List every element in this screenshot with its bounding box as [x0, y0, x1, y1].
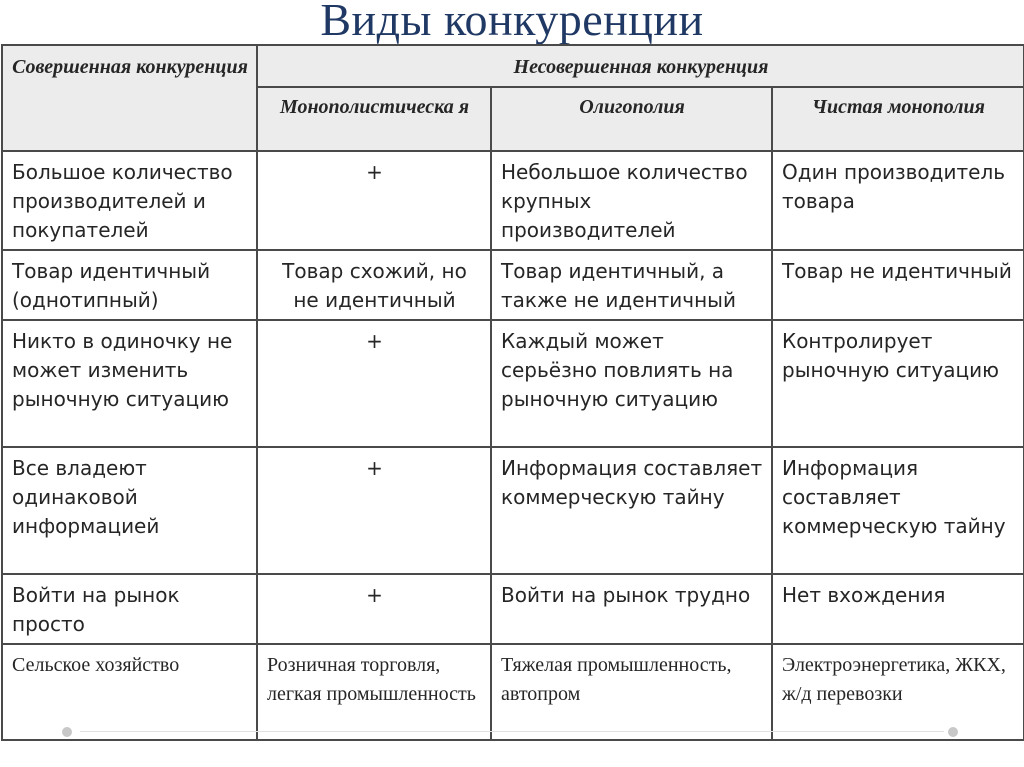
table-row — [2, 574, 1024, 644]
cell-monopolistic: + — [257, 447, 491, 574]
cell-monopolistic: + — [257, 574, 491, 644]
example-oligopoly: Тяжелая промышленность, автопром — [491, 644, 772, 740]
example-pure-monopoly: Электроэнергетика, ЖКХ, ж/д перевозки — [772, 644, 1024, 740]
example-monopolistic: Розничная торговля, легкая промышленность — [257, 644, 491, 740]
cell-oligopoly: Информация составляет коммерческую тайну — [491, 447, 772, 574]
cell-pure-monopoly: Нет вхождения — [772, 574, 1024, 644]
header-oligopoly: Олигополия — [491, 87, 772, 151]
cell-pure-monopoly: Товар не идентичный — [772, 250, 1024, 320]
table-row — [2, 320, 1024, 447]
cell-perfect: Все владеют одинаковой информацией — [2, 447, 257, 574]
table-row — [2, 250, 1024, 320]
cell-monopolistic: + — [257, 151, 491, 250]
left-dot-icon — [62, 727, 72, 737]
cell-oligopoly: Товар идентичный, а также не идентичный — [491, 250, 772, 320]
page-title: Виды конкуренции — [320, 0, 704, 45]
cell-perfect: Войти на рынок просто — [2, 574, 257, 644]
cell-perfect: Большое количество производителей и покупателей — [2, 151, 257, 250]
header-row-top — [2, 45, 1024, 87]
example-perfect: Сельское хозяйство — [2, 644, 257, 740]
cell-monopolistic: Товар схожий, но не идентичный — [257, 250, 491, 320]
cell-oligopoly: Каждый может серьёзно повлиять на рыночную ситуацию — [491, 320, 772, 447]
cell-perfect: Товар идентичный (однотипный) — [2, 250, 257, 320]
table-row — [2, 151, 1024, 250]
bottom-rule — [80, 731, 944, 732]
table-row — [2, 447, 1024, 574]
cell-pure-monopoly: Информация составляет коммерческую тайну — [772, 447, 1024, 574]
header-pure-monopoly: Чистая монополия — [772, 87, 1024, 151]
right-dot-icon — [948, 727, 958, 737]
header-monopolistic: Монополистическа я — [257, 87, 491, 151]
header-perfect-competition: Совершенная конкуренция — [2, 45, 257, 151]
examples-row — [2, 644, 1024, 740]
competition-table — [1, 44, 1024, 741]
cell-monopolistic: + — [257, 320, 491, 447]
header-imperfect-competition: Несовершенная конкуренция — [257, 45, 1024, 87]
cell-pure-monopoly: Контролирует рыночную ситуацию — [772, 320, 1024, 447]
cell-perfect: Никто в одиночку не может изменить рыночную ситуацию — [2, 320, 257, 447]
cell-oligopoly: Небольшое количество крупных производителей — [491, 151, 772, 250]
cell-oligopoly: Войти на рынок трудно — [491, 574, 772, 644]
cell-pure-monopoly: Один производитель товара — [772, 151, 1024, 250]
